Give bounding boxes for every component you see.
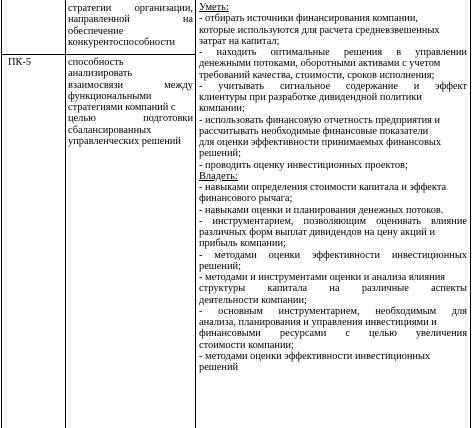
skill-line: компании; (199, 103, 245, 115)
description-line: направленной на (68, 14, 193, 26)
skill-line: решений (199, 362, 239, 373)
description-line: управленческих решений (68, 135, 181, 147)
skills-heading: Уметь: (199, 2, 229, 13)
skill-line: - отбирать источники финансирования компании, (199, 13, 418, 25)
skill-line: стоимости компании; (199, 339, 294, 351)
skill-line: решений; (199, 260, 241, 272)
skill-line: различных форм выплат дивидендов на цену акций и (199, 227, 436, 238)
skills-list (199, 13, 467, 171)
column-divider-1 (65, 0, 66, 428)
description-line: сбалансированных (68, 124, 152, 136)
skill-line: - инструментарием, позволяющим оценивать влияние (199, 215, 467, 227)
competency-description (68, 57, 193, 147)
skill-line: для оценки эффективности принимаемых финансовых (199, 137, 442, 148)
description-line: способность (68, 57, 124, 68)
skill-line: финансового рычага; (199, 193, 293, 205)
skill-line: финансовыми ресурсами с целью увеличения (199, 328, 467, 340)
skill-line: рассчитывать необходимые финансовые показатели (199, 125, 429, 137)
column-divider-2 (195, 0, 196, 428)
mastery-heading: Владеть: (199, 170, 238, 182)
description-line: конкурентоспособности (68, 36, 176, 48)
description-line: стратегии организации, (68, 3, 193, 14)
description-line: взаимосвязи между (68, 79, 193, 91)
competency-code (8, 57, 62, 68)
description-line: обеспечение (68, 25, 124, 37)
skill-line: требований качества, стоимости, сроков исполнения; (199, 69, 435, 81)
skill-line: затрат на капитал; (199, 35, 280, 47)
skill-line: - методами и инструментами оценки и анализа влияния (199, 272, 446, 283)
skill-line: деятельности компании; (199, 294, 307, 306)
skill-line: - методами оценки эффективности инвестиционных (199, 350, 431, 362)
skill-line: анализа, планирования и управления инвестициями и (199, 317, 437, 328)
mastery-list (199, 182, 467, 373)
skills-column (199, 2, 467, 373)
description-line: функциональными (68, 90, 152, 102)
competency-code-text: ПК-5 (8, 57, 32, 68)
prev-row-description (68, 3, 193, 48)
skill-line: которые используются для расчета средневзвешенных (199, 24, 440, 36)
row-divider (2, 54, 195, 55)
skill-line: - навыками оценки и планирования денежных потоков. (199, 204, 444, 216)
skill-line: - проводить оценку инвестиционных проектов; (199, 159, 408, 171)
skill-line: прибыль компании; (199, 238, 286, 250)
description-line: анализировать (68, 68, 133, 80)
skill-line: - основным инструментарием, необходимым для (199, 305, 467, 317)
skill-line: - находить оптимальные решения в управлении (199, 47, 467, 58)
description-line: стратегиями компаний с (68, 102, 176, 113)
competency-table (1, 0, 471, 428)
skill-line: - учитывать сигнальное содержание и эффект (199, 80, 467, 92)
skill-line: - использовать финансовую отчетность предприятия и (199, 114, 441, 126)
skill-line: решений; (199, 148, 241, 160)
skill-line: структуры капитала на различные аспекты (199, 283, 467, 295)
description-line: целью подготовки (68, 113, 193, 125)
skill-line: - навыками определения стоимости капитала и эффекта (199, 182, 447, 193)
skill-line: - методами оценки эффективности инвестиционных (199, 249, 467, 261)
skill-line: денежными потоками, оборотными активами с учетом (199, 58, 441, 70)
skill-line: клиентуры при разработке дивидендной политики (199, 92, 422, 103)
